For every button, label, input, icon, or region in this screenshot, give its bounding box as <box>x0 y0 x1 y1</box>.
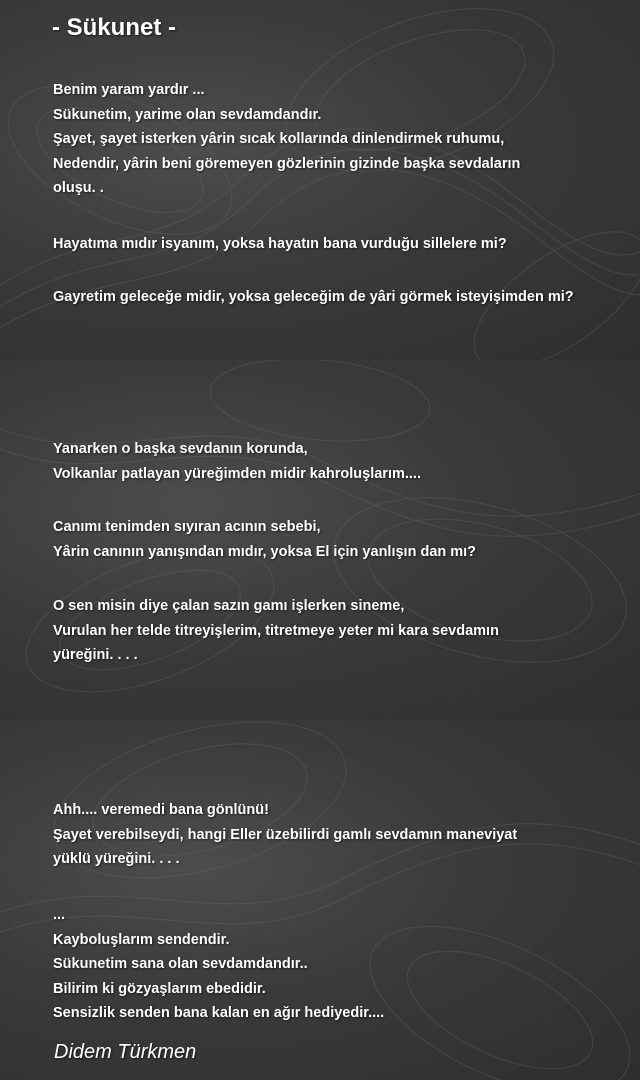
verse-line: yüklü yüreğini. . . . <box>53 851 180 867</box>
stanza-8 <box>53 903 384 1026</box>
verse-line: Volkanlar patlayan yüreğimden midir kahroluşlarım.... <box>53 465 421 482</box>
verse-line: oluşu. . <box>53 180 104 196</box>
stanza-2 <box>53 232 507 257</box>
verse-line: Kayboluşlarım sendendir. <box>53 931 230 948</box>
stanza-6 <box>53 594 499 668</box>
stanza-5 <box>53 515 476 564</box>
verse-line: Şayet, şayet isterken yârin sıcak kollarında dinlendirmek ruhumu, <box>53 131 505 147</box>
verse-line: Hayatıma mıdır isyanım, yoksa hayatın bana vurduğu sillelere mi? <box>53 236 507 252</box>
verse-line: Ahh.... veremedi bana gönlünü! <box>53 802 269 818</box>
verse-line: Yârin canının yanışından mıdır, yoksa El için yanlışın dan mı? <box>53 543 477 560</box>
verse-line: Şayet verebilseydi, hangi Eller üzebilirdi gamlı sevdamın maneviyat <box>53 826 518 843</box>
poem-author: Didem Türkmen <box>54 1041 197 1063</box>
verse-line: Vurulan her telde titreyişlerim, titretmeye yeter mi kara sevdamın <box>53 622 499 639</box>
verse-line: yüreğini. . . . <box>53 647 138 663</box>
poem-title: - Sükunet - <box>52 14 176 41</box>
verse-line: O sen misin diye çalan sazın gamı işlerken sineme, <box>53 598 405 614</box>
verse-line: Yanarken o başka sevdanın korunda, <box>53 441 308 457</box>
verse-line: Canımı tenimden sıyıran acının sebebi, <box>53 519 321 535</box>
stanza-4 <box>53 437 421 486</box>
verse-line: ... <box>53 907 66 923</box>
verse-line: Sükunetim sana olan sevdamdandır.. <box>53 956 308 972</box>
verse-line: Sensizlik senden bana kalan en ağır hediyedir.... <box>53 1005 385 1021</box>
verse-line: Benim yaram yardır ... <box>53 82 205 98</box>
verse-line: Nedendir, yârin beni göremeyen gözlerinin gizinde başka sevdaların <box>53 155 521 172</box>
background-panel-bottom <box>0 720 640 1080</box>
verse-line: Sükunetim, yarime olan sevdamdandır. <box>53 106 322 123</box>
floral-texture <box>0 720 640 1080</box>
stanza-3 <box>53 285 574 310</box>
stanza-1 <box>53 78 520 201</box>
verse-line: Bilirim ki gözyaşlarım ebedidir. <box>53 980 266 997</box>
verse-line: Gayretim geleceğe midir, yoksa geleceğim de yâri görmek isteyişimden mi? <box>53 289 574 305</box>
stanza-7 <box>53 798 517 872</box>
